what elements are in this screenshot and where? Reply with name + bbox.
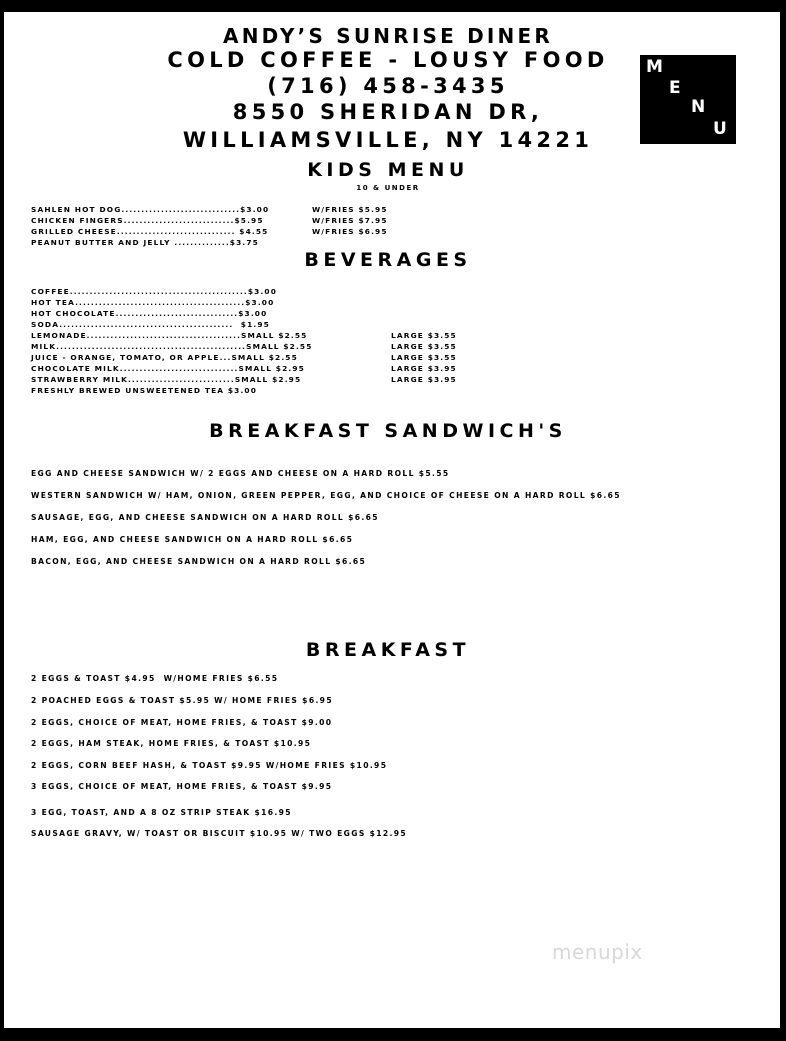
breakfast-item: 2 POACHED EGGS & TOAST $5.95 W/ HOME FRIES $6.95 — [31, 696, 333, 705]
breakfast-item: 2 EGGS, HAM STEAK, HOME FRIES, & TOAST $10.95 — [31, 739, 312, 748]
restaurant-name: ANDY’S SUNRISE DINER — [223, 24, 553, 48]
beverage-large-price: LARGE $3.95 — [391, 375, 457, 384]
menu-logo-u: U — [713, 119, 727, 139]
menu-page — [4, 12, 780, 1028]
kids-menu-subtitle: 10 & UNDER — [356, 184, 420, 192]
beverage-item: JUICE - ORANGE, TOMATO, OR APPLE...SMALL $2.55 — [31, 353, 298, 362]
sandwich-item: HAM, EGG, AND CHEESE SANDWICH ON A HARD ROLL $6.65 — [31, 535, 354, 544]
sandwich-item: WESTERN SANDWICH W/ HAM, ONION, GREEN PEPPER, EGG, AND CHOICE OF CHEESE ON A HARD ROLL $6.65 — [31, 491, 621, 500]
breakfast-item: 2 EGGS, CHOICE OF MEAT, HOME FRIES, & TOAST $9.00 — [31, 718, 333, 727]
kids-item-with-fries: W/FRIES $6.95 — [312, 227, 388, 236]
sandwich-item: SAUSAGE, EGG, AND CHEESE SANDWICH ON A HARD ROLL $6.65 — [31, 513, 379, 522]
menu-logo — [640, 55, 736, 144]
kids-item: SAHLEN HOT DOG..............................$3.00 — [31, 205, 270, 214]
kids-item-with-fries: W/FRIES $5.95 — [312, 205, 388, 214]
beverage-item: SODA............................................ $1.95 — [31, 320, 270, 329]
beverage-large-price: LARGE $3.95 — [391, 364, 457, 373]
menupix-watermark: menupix — [552, 940, 643, 964]
beverage-large-price: LARGE $3.55 — [391, 342, 457, 351]
phone-number: (716) 458-3435 — [267, 74, 509, 98]
breakfast-title: BREAKFAST — [305, 639, 471, 661]
sandwiches-title: BREAKFAST SANDWICH'S — [209, 420, 567, 442]
beverage-item: HOT CHOCOLATE...............................$3.00 — [31, 309, 268, 318]
beverage-item: FRESHLY BREWED UNSWEETENED TEA $3.00 — [31, 386, 258, 395]
menu-logo-n: N — [691, 97, 706, 117]
breakfast-item: 3 EGGS, CHOICE OF MEAT, HOME FRIES, & TOAST $9.95 — [31, 782, 333, 791]
breakfast-item: SAUSAGE GRAVY, W/ TOAST OR BISCUIT $10.95 W/ TWO EGGS $12.95 — [31, 829, 408, 838]
beverage-item: LEMONADE.......................................SMALL $2.55 — [31, 331, 308, 340]
kids-menu-title: KIDS MENU — [307, 159, 469, 181]
street-address: 8550 SHERIDAN DR, — [232, 100, 544, 124]
sandwich-item: BACON, EGG, AND CHEESE SANDWICH ON A HARD ROLL $6.65 — [31, 557, 367, 566]
kids-item-with-fries: W/FRIES $7.95 — [312, 216, 388, 225]
city-address: WILLIAMSVILLE, NY 14221 — [182, 128, 594, 152]
beverage-large-price: LARGE $3.55 — [391, 331, 457, 340]
menu-logo-m: M — [646, 57, 663, 77]
beverage-item: COFFEE.............................................$3.00 — [31, 287, 278, 296]
breakfast-item: 3 EGG, TOAST, AND A 8 OZ STRIP STEAK $16.95 — [31, 808, 292, 817]
kids-item: PEANUT BUTTER AND JELLY ..............$3.75 — [31, 238, 259, 247]
sandwich-item: EGG AND CHEESE SANDWICH W/ 2 EGGS AND CHEESE ON A HARD ROLL $5.55 — [31, 469, 450, 478]
kids-item: CHICKEN FINGERS............................$5.95 — [31, 216, 264, 225]
beverage-item: HOT TEA...........................................$3.00 — [31, 298, 275, 307]
menu-logo-e: E — [669, 78, 681, 98]
breakfast-item: 2 EGGS, CORN BEEF HASH, & TOAST $9.95 W/HOME FRIES $10.95 — [31, 761, 388, 770]
beverage-item: MILK................................................SMALL $2.55 — [31, 342, 313, 351]
beverage-item: CHOCOLATE MILK..............................SMALL $2.95 — [31, 364, 305, 373]
kids-item: GRILLED CHEESE.............................. $4.55 — [31, 227, 269, 236]
breakfast-item: 2 EGGS & TOAST $4.95 W/HOME FRIES $6.55 — [31, 674, 279, 683]
tagline: COLD COFFEE - LOUSY FOOD — [167, 48, 609, 72]
beverage-item: STRAWBERRY MILK...........................SMALL $2.95 — [31, 375, 302, 384]
beverages-title: BEVERAGES — [304, 249, 472, 271]
beverage-large-price: LARGE $3.55 — [391, 353, 457, 362]
